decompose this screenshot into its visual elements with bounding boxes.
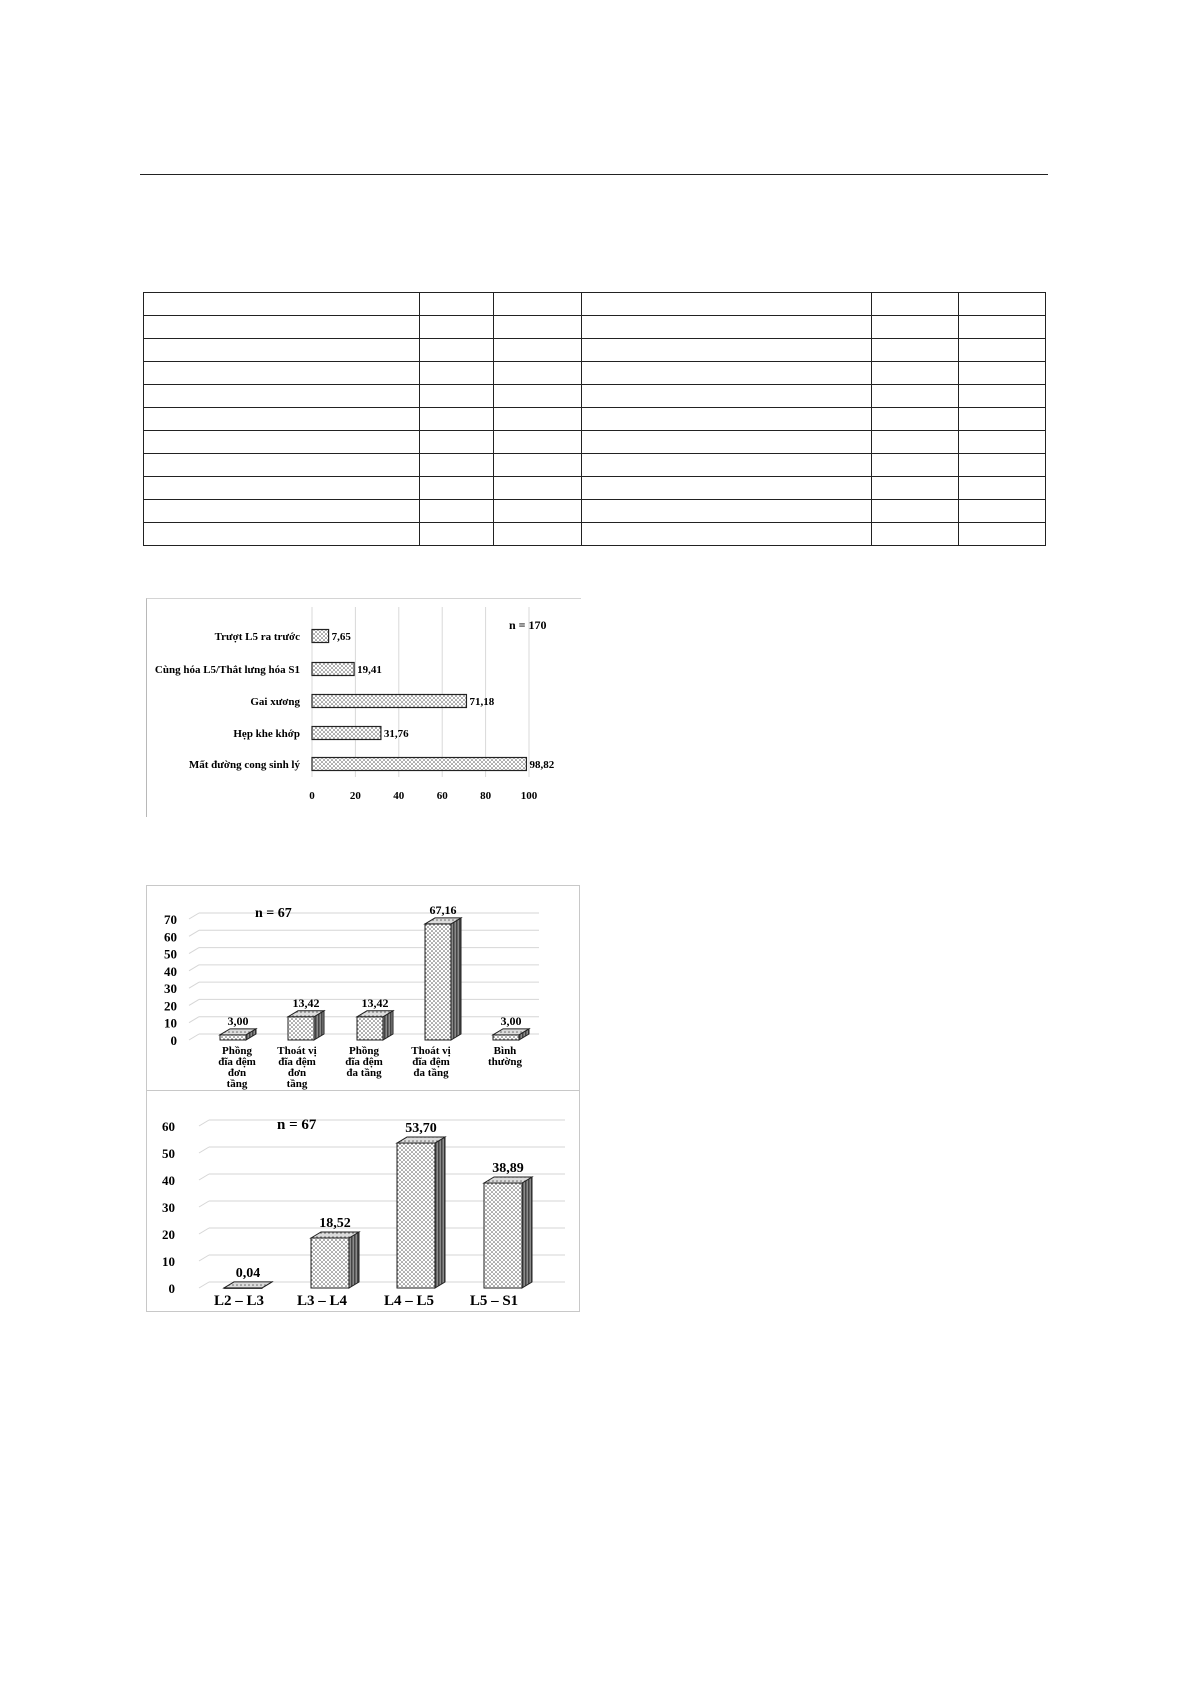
- bar-side: [451, 918, 461, 1040]
- x-tick-label: 0: [309, 790, 315, 802]
- table-cell: [494, 454, 582, 477]
- category-label: Phồng đĩa đệm đa tầng: [345, 1045, 383, 1079]
- y-tick-label: 10: [162, 1254, 175, 1269]
- data-label: 7,65: [331, 631, 351, 643]
- table-cell: [494, 408, 582, 431]
- chart-mri-panel: [146, 885, 580, 1312]
- table-cell: [959, 523, 1046, 546]
- data-label: 19,41: [357, 664, 382, 676]
- y-tick-label: 10: [164, 1015, 177, 1031]
- bar: [312, 758, 526, 771]
- category-label: Cùng hóa L5/Thắt lưng hóa S1: [154, 664, 300, 676]
- y-tick-label: 0: [170, 1033, 177, 1048]
- gridline: [189, 999, 199, 1005]
- category-label: Bình thường: [487, 1045, 523, 1068]
- data-label: 18,52: [319, 1215, 351, 1231]
- data-label: 13,42: [361, 995, 389, 1010]
- table-cell: [420, 454, 494, 477]
- x-tick-label: 40: [393, 790, 405, 802]
- data-table: [143, 292, 1046, 546]
- data-label: 53,70: [405, 1121, 437, 1137]
- y-tick-label: 40: [164, 963, 177, 979]
- bar: [425, 924, 451, 1040]
- y-tick-label: 0: [168, 1281, 175, 1296]
- category-label: Thoát vị đĩa đệm đơn tầng: [277, 1045, 317, 1090]
- table-row: [144, 362, 1046, 385]
- data-label: 71,18: [469, 696, 495, 708]
- bar-side: [435, 1137, 445, 1288]
- table-row: [144, 477, 1046, 500]
- table-cell: [420, 523, 494, 546]
- table-cell: [144, 477, 420, 500]
- bar-top: [224, 1282, 272, 1288]
- bar: [397, 1143, 435, 1288]
- bar: [484, 1183, 522, 1288]
- mri-type-bar-chart: [147, 886, 579, 1091]
- table-cell: [959, 293, 1046, 316]
- y-tick-label: 30: [162, 1200, 175, 1215]
- gridline: [199, 1282, 209, 1288]
- bar: [288, 1017, 314, 1040]
- bar: [312, 727, 381, 740]
- table-cell: [959, 454, 1046, 477]
- data-label: 98,82: [529, 759, 555, 771]
- table-cell: [582, 293, 872, 316]
- chart-annotation: n = 170: [509, 618, 547, 632]
- table-cell: [582, 500, 872, 523]
- bar: [220, 1035, 246, 1040]
- table-cell: [144, 339, 420, 362]
- data-label: 3,00: [227, 1013, 249, 1028]
- gridline: [199, 1120, 209, 1126]
- table-cell: [582, 316, 872, 339]
- table-cell: [144, 454, 420, 477]
- table-cell: [420, 362, 494, 385]
- table-cell: [959, 477, 1046, 500]
- bar: [312, 663, 354, 676]
- chart-annotation: n = 67: [255, 906, 292, 921]
- table-cell: [494, 385, 582, 408]
- bar: [312, 630, 329, 643]
- table-cell: [959, 362, 1046, 385]
- table-row: [144, 431, 1046, 454]
- gridline: [199, 1201, 209, 1207]
- bar-side: [349, 1232, 359, 1288]
- table-cell: [144, 408, 420, 431]
- gridline: [199, 1255, 209, 1261]
- table-cell: [420, 293, 494, 316]
- y-tick-label: 40: [162, 1173, 175, 1188]
- table-row: [144, 500, 1046, 523]
- table-cell: [494, 362, 582, 385]
- gridline: [199, 1147, 209, 1153]
- gridline: [189, 1034, 199, 1040]
- table-cell: [494, 500, 582, 523]
- table-cell: [872, 385, 959, 408]
- category-label: Thoát vị đĩa đệm đa tầng: [411, 1045, 451, 1079]
- table-cell: [420, 431, 494, 454]
- table-cell: [144, 523, 420, 546]
- table-cell: [959, 316, 1046, 339]
- table-cell: [144, 431, 420, 454]
- table-cell: [582, 362, 872, 385]
- table-row: [144, 316, 1046, 339]
- category-label: L5 – S1: [469, 1293, 519, 1309]
- y-tick-label: 20: [162, 1227, 175, 1242]
- table-cell: [144, 385, 420, 408]
- gridline: [189, 930, 199, 936]
- bar: [312, 695, 466, 708]
- data-label: 31,76: [383, 728, 409, 740]
- y-tick-label: 60: [164, 929, 177, 945]
- table-cell: [420, 339, 494, 362]
- table-cell: [872, 362, 959, 385]
- gridline: [189, 965, 199, 971]
- category-label: L2 – L3: [213, 1293, 265, 1309]
- category-label: Mất đường cong sinh lý: [188, 759, 300, 771]
- y-tick-label: 30: [164, 981, 177, 997]
- table-cell: [420, 477, 494, 500]
- bar: [311, 1238, 349, 1288]
- gridline: [199, 1228, 209, 1234]
- table-cell: [872, 408, 959, 431]
- table-cell: [582, 431, 872, 454]
- table-cell: [872, 500, 959, 523]
- table-cell: [872, 454, 959, 477]
- table-row: [144, 408, 1046, 431]
- table-cell: [959, 500, 1046, 523]
- xray-bar-chart: [147, 599, 581, 817]
- bar-side: [522, 1177, 532, 1288]
- table-row: [144, 454, 1046, 477]
- table-cell: [959, 385, 1046, 408]
- category-label: Phồng đĩa đệm đơn tầng: [218, 1045, 256, 1090]
- y-tick-label: 50: [164, 946, 177, 962]
- category-label: L4 – L5: [383, 1293, 435, 1309]
- table-cell: [420, 500, 494, 523]
- x-tick-label: 60: [436, 790, 448, 802]
- table-cell: [494, 316, 582, 339]
- data-label: 0,04: [235, 1265, 261, 1281]
- table-cell: [872, 523, 959, 546]
- table-cell: [959, 408, 1046, 431]
- table-cell: [582, 408, 872, 431]
- bar: [357, 1017, 383, 1040]
- table-cell: [582, 339, 872, 362]
- y-tick-label: 50: [162, 1146, 175, 1161]
- header-rule: [140, 174, 1048, 175]
- table-row: [144, 339, 1046, 362]
- category-label: L3 – L4: [296, 1293, 348, 1309]
- bar: [493, 1035, 519, 1040]
- category-label: Gai xương: [250, 696, 300, 708]
- y-tick-label: 20: [164, 998, 177, 1014]
- table-cell: [872, 339, 959, 362]
- table-cell: [872, 477, 959, 500]
- table-cell: [959, 431, 1046, 454]
- mri-level-bar-chart: [147, 1091, 579, 1311]
- chart-annotation: n = 67: [277, 1117, 317, 1133]
- y-tick-label: 70: [164, 912, 177, 927]
- gridline: [189, 982, 199, 988]
- data-label: 3,00: [500, 1013, 522, 1028]
- gridline: [189, 1017, 199, 1023]
- table-row: [144, 385, 1046, 408]
- category-label: Hẹp khe khớp: [233, 728, 300, 740]
- table-cell: [582, 454, 872, 477]
- x-tick-label: 20: [349, 790, 361, 802]
- table-cell: [144, 362, 420, 385]
- table-cell: [582, 477, 872, 500]
- table-cell: [872, 431, 959, 454]
- data-label: 13,42: [292, 995, 320, 1010]
- table-cell: [494, 477, 582, 500]
- table-cell: [494, 431, 582, 454]
- gridline: [199, 1174, 209, 1180]
- data-label: 38,89: [492, 1160, 524, 1176]
- x-tick-label: 80: [480, 790, 492, 802]
- table-cell: [582, 385, 872, 408]
- x-tick-label: 100: [520, 790, 538, 802]
- table-cell: [144, 316, 420, 339]
- y-tick-label: 60: [162, 1119, 175, 1134]
- table-cell: [144, 293, 420, 316]
- table-cell: [144, 500, 420, 523]
- table-cell: [959, 339, 1046, 362]
- table-cell: [582, 523, 872, 546]
- gridline: [189, 948, 199, 954]
- chart-xray-findings: [146, 598, 581, 817]
- category-label: Trượt L5 ra trước: [214, 631, 300, 643]
- table-cell: [420, 385, 494, 408]
- table-row: [144, 293, 1046, 316]
- table-row: [144, 523, 1046, 546]
- table-cell: [494, 293, 582, 316]
- table-cell: [494, 523, 582, 546]
- data-label: 67,16: [429, 902, 457, 917]
- table-cell: [872, 293, 959, 316]
- table-cell: [494, 339, 582, 362]
- table-cell: [420, 408, 494, 431]
- table-cell: [872, 316, 959, 339]
- table-cell: [420, 316, 494, 339]
- gridline: [189, 913, 199, 919]
